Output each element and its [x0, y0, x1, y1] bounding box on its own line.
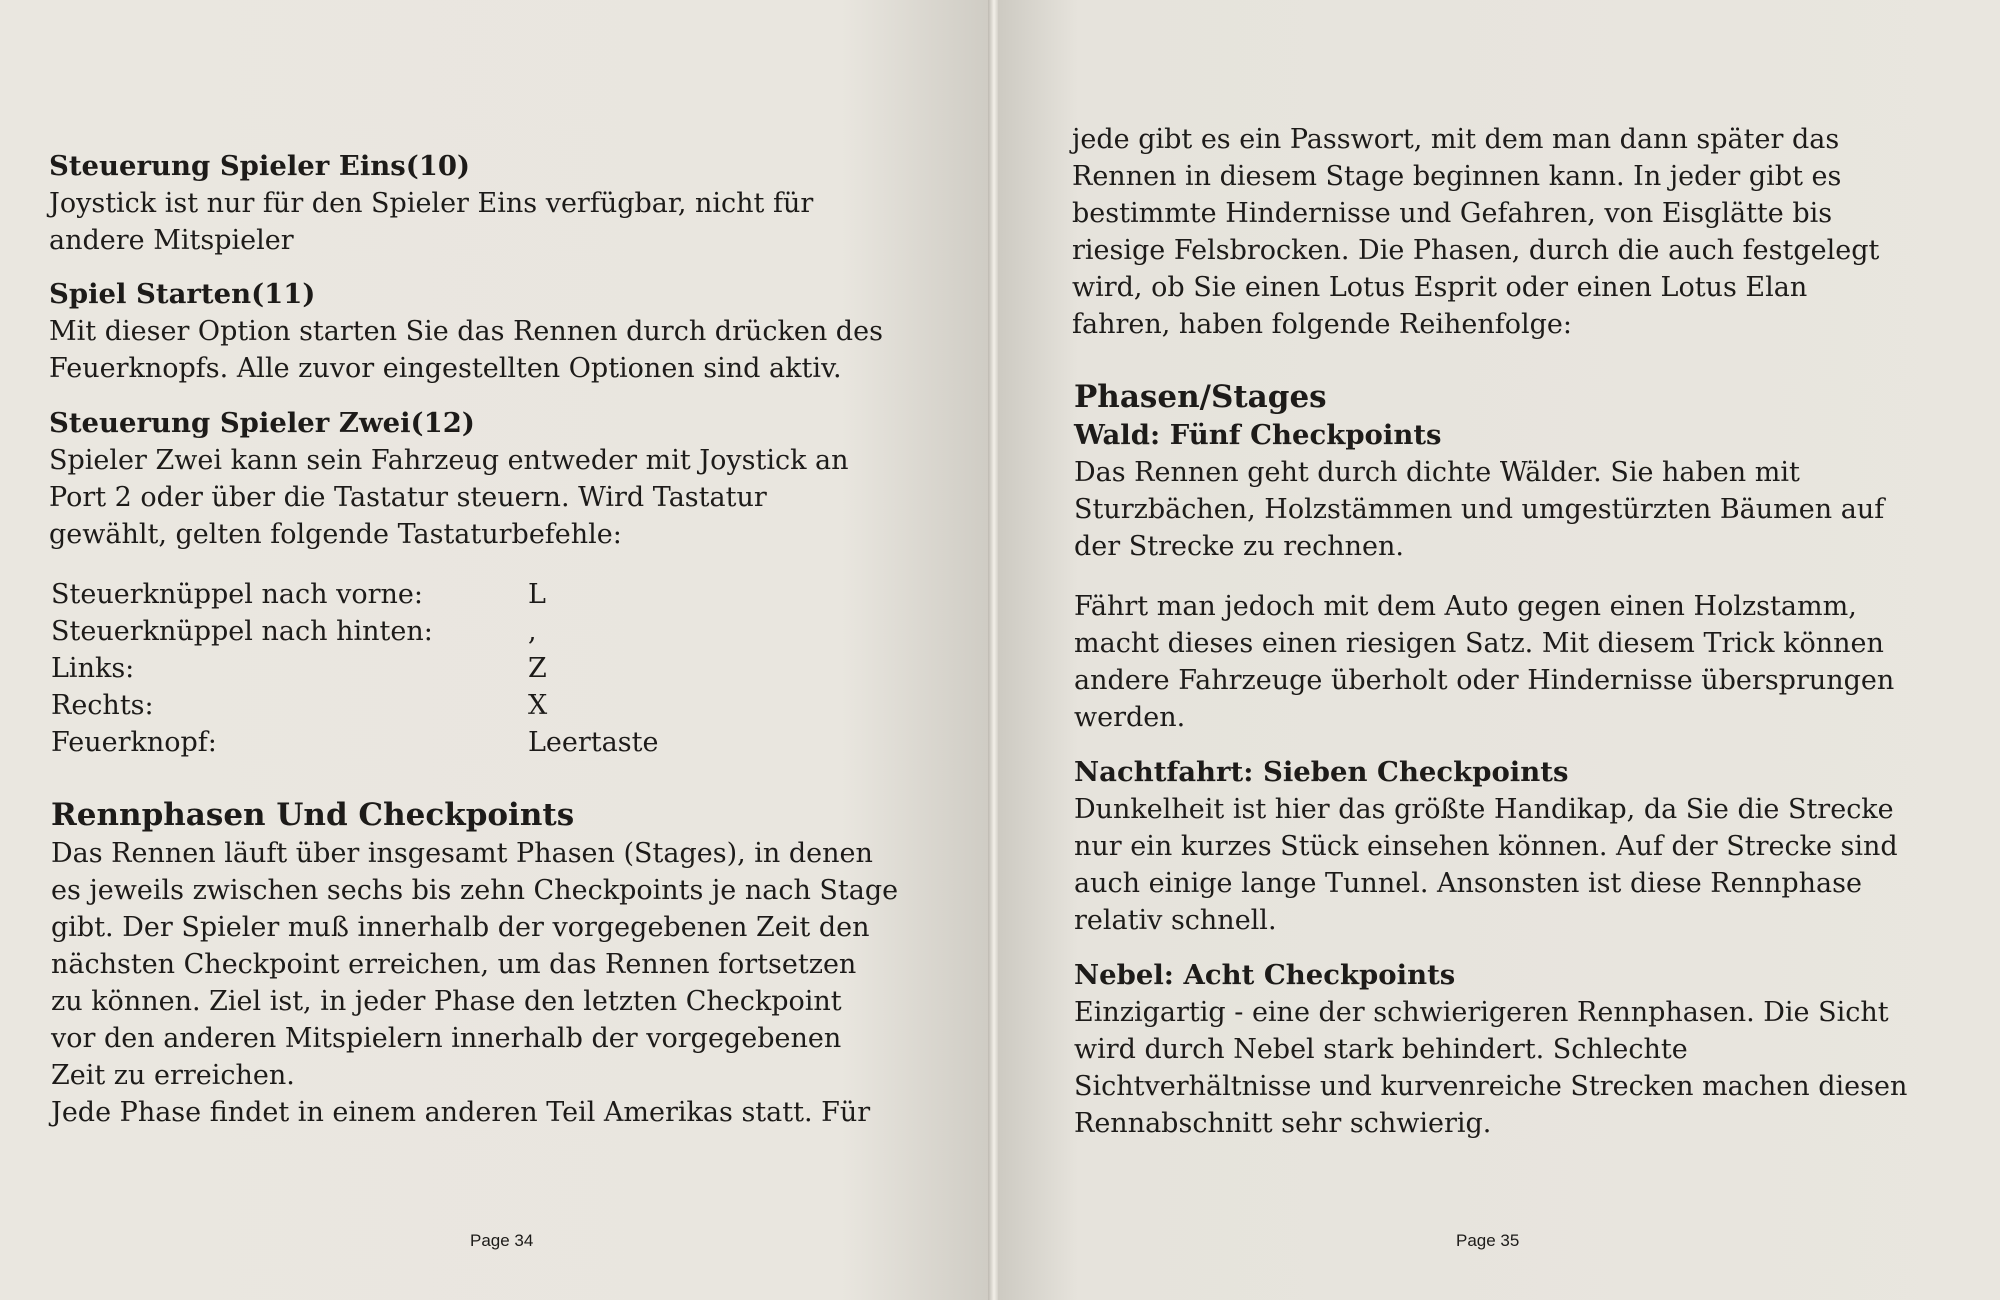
section-intro: [1072, 121, 1879, 343]
text-line: Mit dieser Option starten Sie das Rennen durch drücken des: [49, 316, 883, 347]
text-line: riesige Felsbrocken. Die Phasen, durch die auch festgelegt: [1072, 235, 1880, 266]
heading-fog: Nebel: Acht Checkpoints: [1074, 959, 1456, 991]
text-line: auch einige lange Tunnel. Ansonsten ist diese Rennphase: [1074, 868, 1862, 899]
section-player-two: [49, 405, 849, 553]
heading-player-one: Steuerung Spieler Eins(10): [49, 150, 471, 182]
text-line: Das Rennen läuft über insgesamt Phasen (Stages), in denen: [51, 838, 873, 869]
section-fog: [1074, 957, 1907, 1142]
control-key: Steuerknüppel nach vorne:: [51, 579, 423, 610]
text-line: macht dieses einen riesigen Satz. Mit diesem Trick können: [1074, 628, 1884, 659]
text-line: wird durch Nebel stark behindert. Schlechte: [1074, 1034, 1688, 1065]
text-line: Rennabschnitt sehr schwierig.: [1074, 1108, 1492, 1139]
heading-night-drive: Nachtfahrt: Sieben Checkpoints: [1074, 756, 1569, 788]
control-value: X: [528, 690, 548, 721]
text-line: Das Rennen geht durch dichte Wälder. Sie haben mit: [1074, 457, 1800, 488]
control-key: Steuerknüppel nach hinten:: [51, 616, 433, 647]
text-line: Rennen in diesem Stage beginnen kann. In jeder gibt es: [1072, 161, 1842, 192]
text-line: andere Fahrzeuge überholt oder Hindernisse übersprungen: [1074, 665, 1895, 696]
left-page: [0, 0, 990, 1300]
text-line: gewählt, gelten folgende Tastaturbefehle:: [49, 519, 622, 550]
text-line: Port 2 oder über die Tastatur steuern. Wird Tastatur: [49, 482, 767, 513]
control-key: Links:: [51, 653, 135, 684]
text-line: der Strecke zu rechnen.: [1074, 531, 1404, 562]
text-line: bestimmte Hindernisse und Gefahren, von Eisglätte bis: [1072, 198, 1833, 229]
section-start-game: [49, 276, 883, 387]
section-night-drive: [1074, 754, 1898, 939]
control-key: Feuerknopf:: [51, 727, 217, 758]
page-number: Page 34: [470, 1231, 534, 1250]
text-line: Sturzbächen, Holzstämmen und umgestürzten Bäumen auf: [1074, 494, 1885, 525]
heading-player-two: Steuerung Spieler Zwei(12): [49, 407, 475, 439]
text-line: Einzigartig - eine der schwierigeren Rennphasen. Die Sicht: [1074, 997, 1889, 1028]
text-line: Jede Phase findet in einem anderen Teil Amerikas statt. Für: [51, 1097, 871, 1128]
control-key: Rechts:: [51, 690, 154, 721]
text-line: Joystick ist nur für den Spieler Eins verfügbar, nicht für: [49, 188, 814, 219]
text-line: relativ schnell.: [1074, 905, 1277, 936]
control-value: L: [528, 579, 546, 610]
text-line: jede gibt es ein Passwort, mit dem man dann später das: [1072, 124, 1840, 155]
text-line: nur ein kurzes Stück einsehen können. Auf der Strecke sind: [1074, 831, 1898, 862]
text-line: Dunkelheit ist hier das größte Handikap, da Sie die Strecke: [1074, 794, 1894, 825]
text-line: werden.: [1074, 702, 1186, 733]
text-line: gibt. Der Spieler muß innerhalb der vorgegebenen Zeit den: [51, 912, 870, 943]
section-forest-trick: [1074, 588, 1894, 736]
heading-phases-stages: Phasen/Stages: [1074, 379, 1327, 415]
text-line: Sichtverhältnisse und kurvenreiche Strecken machen diesen: [1074, 1071, 1908, 1102]
heading-forest: Wald: Fünf Checkpoints: [1074, 419, 1442, 451]
text-line: nächsten Checkpoint erreichen, um das Rennen fortsetzen: [51, 949, 857, 980]
text-line: Zeit zu erreichen.: [51, 1060, 295, 1091]
text-line: zu können. Ziel ist, in jeder Phase den letzten Checkpoint: [51, 986, 842, 1017]
section-race-phases: [51, 795, 898, 1131]
text-line: andere Mitspieler: [49, 225, 294, 256]
text-line: Fährt man jedoch mit dem Auto gegen einen Holzstamm,: [1074, 591, 1857, 622]
control-value: Leertaste: [528, 727, 659, 758]
section-player-one: [49, 148, 813, 259]
text-line: Spieler Zwei kann sein Fahrzeug entweder mit Joystick an: [49, 445, 849, 476]
text-line: vor den anderen Mitspielern innerhalb der vorgegebenen: [51, 1023, 842, 1054]
control-value: ,: [528, 616, 537, 647]
text-line: wird, ob Sie einen Lotus Esprit oder einen Lotus Elan: [1072, 272, 1808, 303]
control-value: Z: [528, 653, 547, 684]
text-line: fahren, haben folgende Reihenfolge:: [1072, 309, 1572, 340]
heading-start-game: Spiel Starten(11): [49, 278, 316, 310]
text-line: Feuerknopfs. Alle zuvor eingestellten Optionen sind aktiv.: [49, 353, 842, 384]
right-page: [998, 0, 2000, 1300]
section-stages: [1074, 377, 1884, 565]
heading-race-phases: Rennphasen Und Checkpoints: [51, 797, 575, 833]
page-number: Page 35: [1456, 1231, 1520, 1250]
text-line: es jeweils zwischen sechs bis zehn Checkpoints je nach Stage: [51, 875, 899, 906]
